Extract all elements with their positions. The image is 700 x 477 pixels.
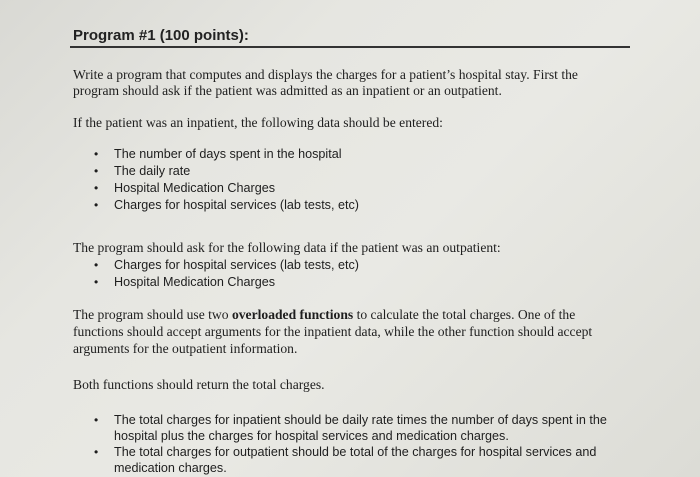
bullet-icon: •	[94, 198, 99, 212]
list-item	[94, 412, 607, 444]
intro-line-1: Write a program that computes and displays the charges for a patient’s hospital stay. First the	[73, 67, 578, 82]
list-item	[94, 163, 359, 180]
list-item-text: Charges for hospital services (lab tests, etc)	[114, 258, 359, 272]
list-item	[94, 146, 359, 163]
totals-list	[94, 412, 607, 476]
list-item	[94, 257, 359, 274]
bullet-icon: •	[94, 147, 99, 161]
list-item	[94, 197, 359, 214]
return-statement: Both functions should return the total charges.	[73, 377, 325, 392]
bullet-icon: •	[94, 275, 99, 289]
list-item-text: The number of days spent in the hospital	[114, 147, 342, 161]
list-item-text: Hospital Medication Charges	[114, 275, 276, 289]
list-item-line-2: medication charges.	[114, 461, 227, 475]
bullet-icon: •	[94, 258, 99, 272]
bullet-icon: •	[94, 181, 99, 195]
inpatient-prompt: If the patient was an inpatient, the following data should be entered:	[73, 115, 443, 130]
overload-line-3: arguments for the outpatient information.	[73, 341, 298, 356]
bullet-icon: •	[94, 164, 99, 178]
list-item-line-1: The total charges for inpatient should be daily rate times the number of days spent in the	[114, 413, 607, 427]
outpatient-prompt: The program should ask for the following data if the patient was an outpatient:	[73, 240, 501, 255]
intro-line-2: program should ask if the patient was admitted as an inpatient or an outpatient.	[73, 83, 502, 98]
overload-line-2: functions should accept arguments for the inpatient data, while the other function should accept	[73, 324, 593, 339]
bullet-icon: •	[94, 413, 99, 427]
list-item-text: Hospital Medication Charges	[114, 181, 276, 195]
list-item-line-2: hospital plus the charges for hospital services and medication charges.	[114, 429, 509, 443]
title-underline	[70, 46, 630, 48]
list-item-text: Charges for hospital services (lab tests, etc)	[114, 198, 359, 212]
list-item-line-1: The total charges for outpatient should be total of the charges for hospital services and	[114, 445, 597, 459]
overload-pre: The program should use two	[73, 307, 232, 322]
bullet-icon: •	[94, 445, 99, 459]
list-item	[94, 274, 359, 291]
overloaded-functions-term: overloaded functions	[231, 307, 354, 322]
list-item-text: The daily rate	[114, 164, 191, 178]
list-item	[94, 444, 607, 476]
outpatient-list	[94, 257, 359, 291]
inpatient-list	[94, 146, 359, 214]
overload-post: to calculate the total charges. One of the	[353, 307, 576, 322]
page-title: Program #1 (100 points):	[73, 27, 249, 44]
overload-line-1	[73, 307, 575, 323]
list-item	[94, 180, 359, 197]
